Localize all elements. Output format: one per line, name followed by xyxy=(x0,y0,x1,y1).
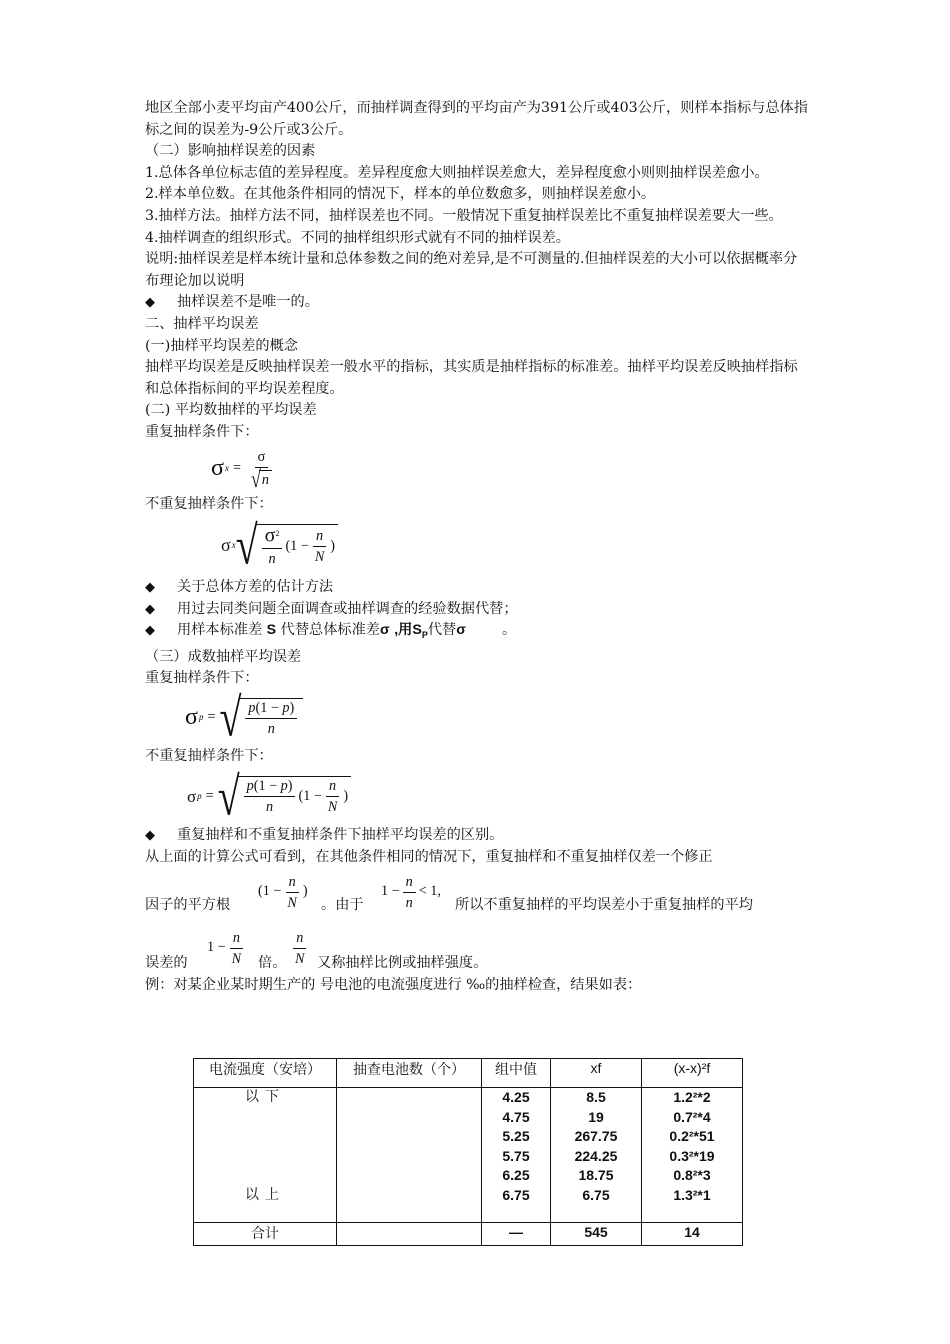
note: 说明:抽样误差是样本统计量和总体参数之间的绝对差异,是不可测量的.但抽样误差的大小可以依据概率分布理论加以说明 xyxy=(145,251,798,289)
paragraph: 重复抽样条件下： xyxy=(145,670,259,687)
sampling-ratio: $\frac{n}{N}$ xyxy=(295,929,305,967)
bullet-item: ◆ 关于总体方差的估计方法 xyxy=(145,577,810,599)
correction-factor: (1 − $\frac{n}{N}$ ) xyxy=(258,873,308,911)
table-header: 组中值 xyxy=(482,1059,551,1088)
table-cell: 1.2²*2 0.7²*4 0.2²*51 0.3²*19 0.8²*3 1.3²*1 xyxy=(642,1088,743,1223)
paragraph: 4.抽样调查的组织形式。不同的抽样组织形式就有不同的抽样误差。 xyxy=(145,229,570,246)
paragraph: 1.总体各单位标志值的差异程度。差异程度愈大则抽样误差愈大，差异程度愈小则则抽样误差愈小。 xyxy=(145,164,769,181)
formula-mean-norepeat: σ x √ $\frac{\sigma^2}{n}$ (1 − $\frac{n}{N}$ ) xyxy=(221,515,810,577)
table-header: xf xyxy=(551,1059,642,1088)
formula-prop-repeat: σ p = √ $\frac{p(1 - p)}{n}$ xyxy=(185,690,810,746)
subsection-heading: (二) 平均数抽样的平均误差 xyxy=(145,402,317,419)
paragraph-with-formula: 因子的平方根 (1 − $\frac{n}{N}$ ) 。由于 1 − $\frac{n}{n}$ < 1, 所以不重复抽样的平均误差小于重复抽样的平均 xyxy=(145,873,753,913)
bullet-item: ◆ 重复抽样和不重复抽样条件下抽样平均误差的区别。 xyxy=(145,825,810,847)
table-header: 抽查电池数（个） xyxy=(337,1059,482,1088)
section-heading: （二）影响抽样误差的因素 xyxy=(145,143,316,160)
table-cell: 4.25 4.75 5.25 5.75 6.25 6.75 xyxy=(482,1088,551,1223)
table-cell: 以下 以上 xyxy=(194,1088,337,1223)
section-heading: 二、抽样平均误差 xyxy=(145,315,259,332)
table-cell: 8.5 19 267.75 224.25 18.75 6.75 xyxy=(551,1088,642,1223)
bullet-item: ◆ 用样本标准差 S 代替总体标准差σ ,用$S_P$代替σ 。 xyxy=(145,620,810,646)
table-header: 电流强度（安培） xyxy=(194,1059,337,1088)
paragraph-with-formula: 误差的 1 − $\frac{n}{N}$ 倍。 $\frac{n}{N}$ 又称抽样比例或抽样强度。 xyxy=(145,929,488,971)
table-cell xyxy=(337,1088,482,1223)
formula-prop-norepeat: σ p = √ $\frac{p(1 - p)}{n}$ (1 − $\frac{n}{N}$ ) xyxy=(187,767,810,825)
subsection-heading: （三）成数抽样平均误差 xyxy=(145,648,302,665)
paragraph: 不重复抽样条件下： xyxy=(145,495,273,512)
inequality: 1 − $\frac{n}{n}$ < 1, xyxy=(381,873,441,911)
paragraph: 抽样平均误差是反映抽样误差一般水平的指标，其实质是抽样指标的标准差。抽样平均误差反映抽样指标和总体指标间的平均误差程度。 xyxy=(145,359,798,397)
paragraph: 重复抽样条件下： xyxy=(145,423,259,440)
table-header-row xyxy=(194,1059,743,1088)
factor-formula: 1 − $\frac{n}{N}$ xyxy=(207,929,242,967)
table-cell: — xyxy=(482,1223,551,1246)
formula-mean-repeat: σ x = σ √ n xyxy=(211,444,810,494)
table-cell: 合计 xyxy=(194,1223,337,1246)
table-header: (x-x)²f xyxy=(642,1059,743,1088)
paragraph: 不重复抽样条件下： xyxy=(145,747,273,764)
table-cell xyxy=(337,1223,482,1246)
table-cell: 14 xyxy=(642,1223,743,1246)
table-total-row xyxy=(194,1223,743,1246)
table-row xyxy=(194,1088,743,1223)
bullet-item: ◆ 抽样误差不是唯一的。 xyxy=(145,292,810,314)
paragraph: 从上面的计算公式可看到，在其他条件相同的情况下，重复抽样和不重复抽样仅差一个修正 xyxy=(145,849,713,866)
paragraph: 3.抽样方法。抽样方法不同，抽样误差也不同。一般情况下重复抽样误差比不重复抽样误差要大一些。 xyxy=(145,207,783,224)
example-text: 例：对某企业某时期生产的 号电池的电流强度进行 ‰的抽样检查，结果如表： xyxy=(145,976,642,993)
paragraph: 地区全部小麦平均亩产400公斤，而抽样调查得到的平均亩产为391公斤或403公斤，则样本指标与总体指标之间的误差为-9公斤或3公斤。 xyxy=(145,100,808,138)
data-table xyxy=(193,1058,743,1246)
subsection-heading: (一)抽样平均误差的概念 xyxy=(145,337,298,354)
table-cell: 545 xyxy=(551,1223,642,1246)
paragraph: 2.样本单位数。在其他条件相同的情况下，样本的单位数愈多，则抽样误差愈小。 xyxy=(145,186,656,203)
bullet-item: ◆ 用过去同类问题全面调查或抽样调查的经验数据代替； xyxy=(145,599,810,621)
document-body xyxy=(145,98,810,996)
